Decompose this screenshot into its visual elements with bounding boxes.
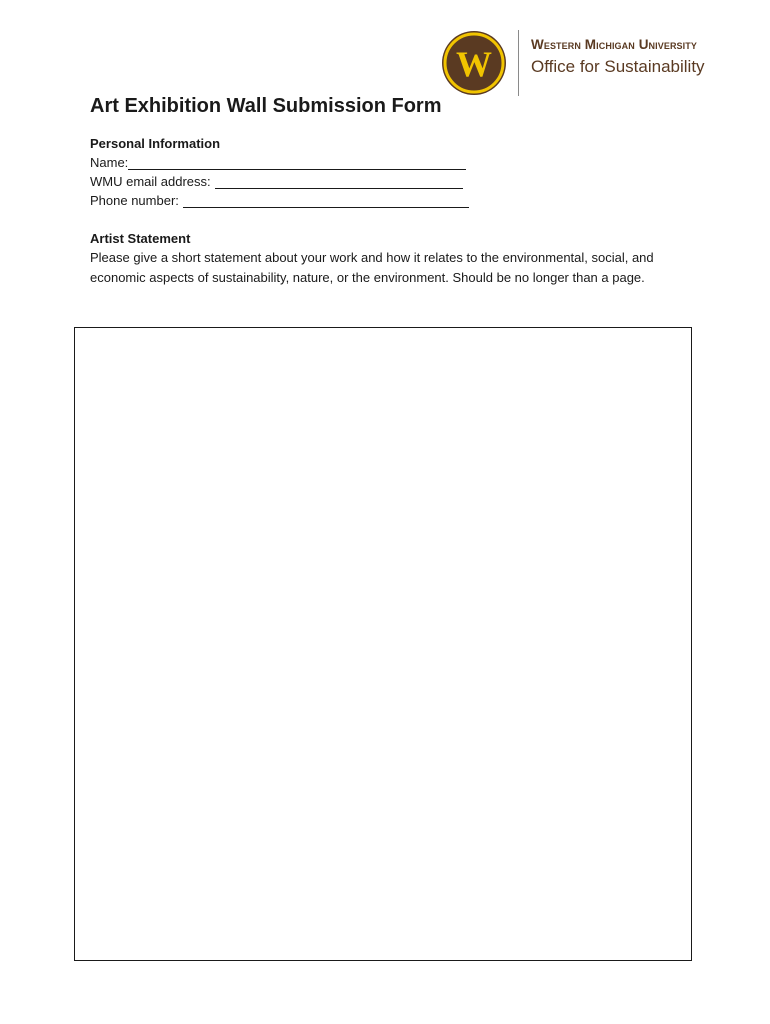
phone-label: Phone number: [90, 193, 179, 208]
email-label: WMU email address: [90, 174, 211, 189]
form-title: Art Exhibition Wall Submission Form [90, 95, 442, 117]
artist-statement-heading: Artist Statement [90, 231, 191, 246]
seal-letter: W [456, 44, 492, 84]
phone-field-row [90, 193, 469, 211]
artist-statement-instructions: Please give a short statement about your work and how it relates to the environmental, social, and economic aspects of sustainability, nature, or the environment. Should be no longer than a page. [90, 250, 654, 285]
name-field-row [90, 155, 466, 173]
name-label: Name: [90, 155, 129, 170]
logo-divider [518, 30, 519, 96]
personal-info-heading: Personal Information [90, 136, 221, 151]
email-field[interactable] [215, 174, 463, 189]
university-name: Western Michigan University [531, 37, 697, 52]
header-logo [441, 30, 741, 98]
artist-statement-input-box[interactable] [74, 327, 692, 961]
email-field-row [90, 174, 463, 192]
name-field[interactable] [128, 155, 466, 170]
phone-field[interactable] [183, 193, 469, 208]
office-name: Office for Sustainability [531, 57, 705, 76]
wmu-seal-logo [441, 30, 507, 96]
